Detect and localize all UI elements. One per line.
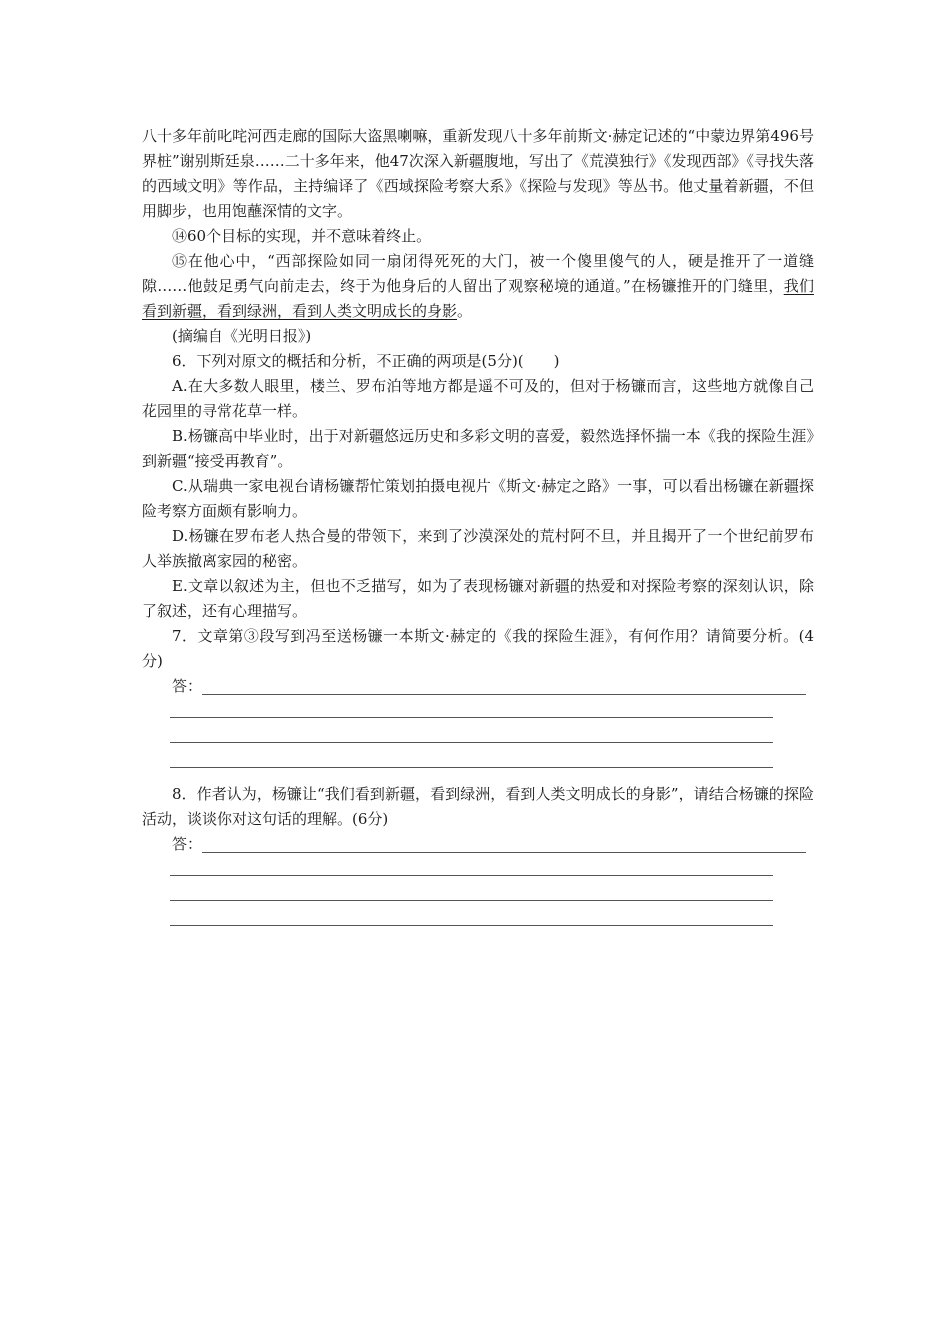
spacer [142, 774, 814, 782]
answer-line[interactable] [202, 852, 806, 853]
question-6-option-c: C.从瑞典一家电视台请杨镰帮忙策划拍摄电视片《斯文·赫定之路》一事，可以看出杨镰在新疆探险考察方面颇有影响力。 [142, 477, 814, 520]
question-6-option-e: E.文章以叙述为主，但也不乏描写，如为了表现杨镰对新疆的热爱和对探险考察的深刻认识，除了叙述，还有心理描写。 [142, 577, 814, 620]
question-6-option-b: B.杨镰高中毕业时，出于对新疆悠远历史和多彩文明的喜爱，毅然选择怀揣一本《我的探险生涯》到新疆“接受再教育”。 [142, 427, 814, 470]
paragraph-15-end: 。 [457, 302, 473, 320]
exam-content [142, 124, 814, 932]
question-7-answer-label-row [142, 674, 814, 699]
passage-paragraph-continuation: 八十多年前叱咤河西走廊的国际大盗黑喇嘛，重新发现八十多年前斯文·赫定记述的“中蒙边界第496号界桩”谢别斯廷泉……二十多年来，他47次深入新疆腹地，写出了《荒漠独行》《发现西部》《寻找失落的西域文明》等作品，主持编译了《西域探险考察大系》《探险与发现》等丛书。他丈量着新疆，不但用脚步，也用饱蘸深情的文字。 [142, 127, 814, 220]
answer-line [170, 925, 773, 926]
answer-line [170, 767, 773, 768]
paragraph-15-text: ⑮在他心中，“西部探险如同一扇闭得死死的大门，被一个傻里傻气的人，硬是推开了一道缝隙……他鼓足勇气向前走去，终于为他身后的人留出了观察秘境的通道。”在杨镰推开的门缝里， [142, 252, 814, 295]
answer-line [170, 900, 773, 901]
answer-line-row[interactable] [142, 749, 814, 774]
question-8-stem: 8．作者认为，杨镰让“我们看到新疆，看到绿洲，看到人类文明成长的身影”，请结合杨镰的探险活动，谈谈你对这句话的理解。(6分) [142, 785, 814, 828]
question-7-stem: 7．文章第③段写到冯至送杨镰一本斯文·赫定的《我的探险生涯》，有何作用？请简要分析。(4分) [142, 627, 814, 670]
answer-line[interactable] [202, 694, 806, 695]
underlined-sentence: 我们看到新疆，看到绿洲，看到人类文明成长的身影 [142, 277, 814, 320]
answer-line-row[interactable] [142, 724, 814, 749]
question-7-answer-label: 答： [172, 677, 203, 695]
question-6-option-a: A.在大多数人眼里，楼兰、罗布泊等地方都是遥不可及的，但对于杨镰而言，这些地方就像自己花园里的寻常花草一样。 [142, 377, 814, 420]
answer-line [170, 875, 773, 876]
question-6-stem: 6．下列对原文的概括和分析，不正确的两项是(5分)( ) [172, 352, 560, 370]
source-citation: (摘编自《光明日报》) [172, 327, 312, 345]
answer-line-row[interactable] [142, 882, 814, 907]
answer-line-row[interactable] [142, 857, 814, 882]
question-8-answer-label-row [142, 832, 814, 857]
answer-line-row[interactable] [142, 699, 814, 724]
question-6-option-d: D.杨镰在罗布老人热合曼的带领下，来到了沙漠深处的荒村阿不旦，并且揭开了一个世纪前罗布人举族撤离家园的秘密。 [142, 527, 814, 570]
question-8-answer-label: 答： [172, 835, 203, 853]
answer-line [170, 717, 773, 718]
passage-paragraph-14: ⑭60个目标的实现，并不意味着终止。 [172, 227, 432, 245]
passage-paragraph-15 [142, 249, 814, 324]
answer-line-row[interactable] [142, 907, 814, 932]
answer-line [170, 742, 773, 743]
